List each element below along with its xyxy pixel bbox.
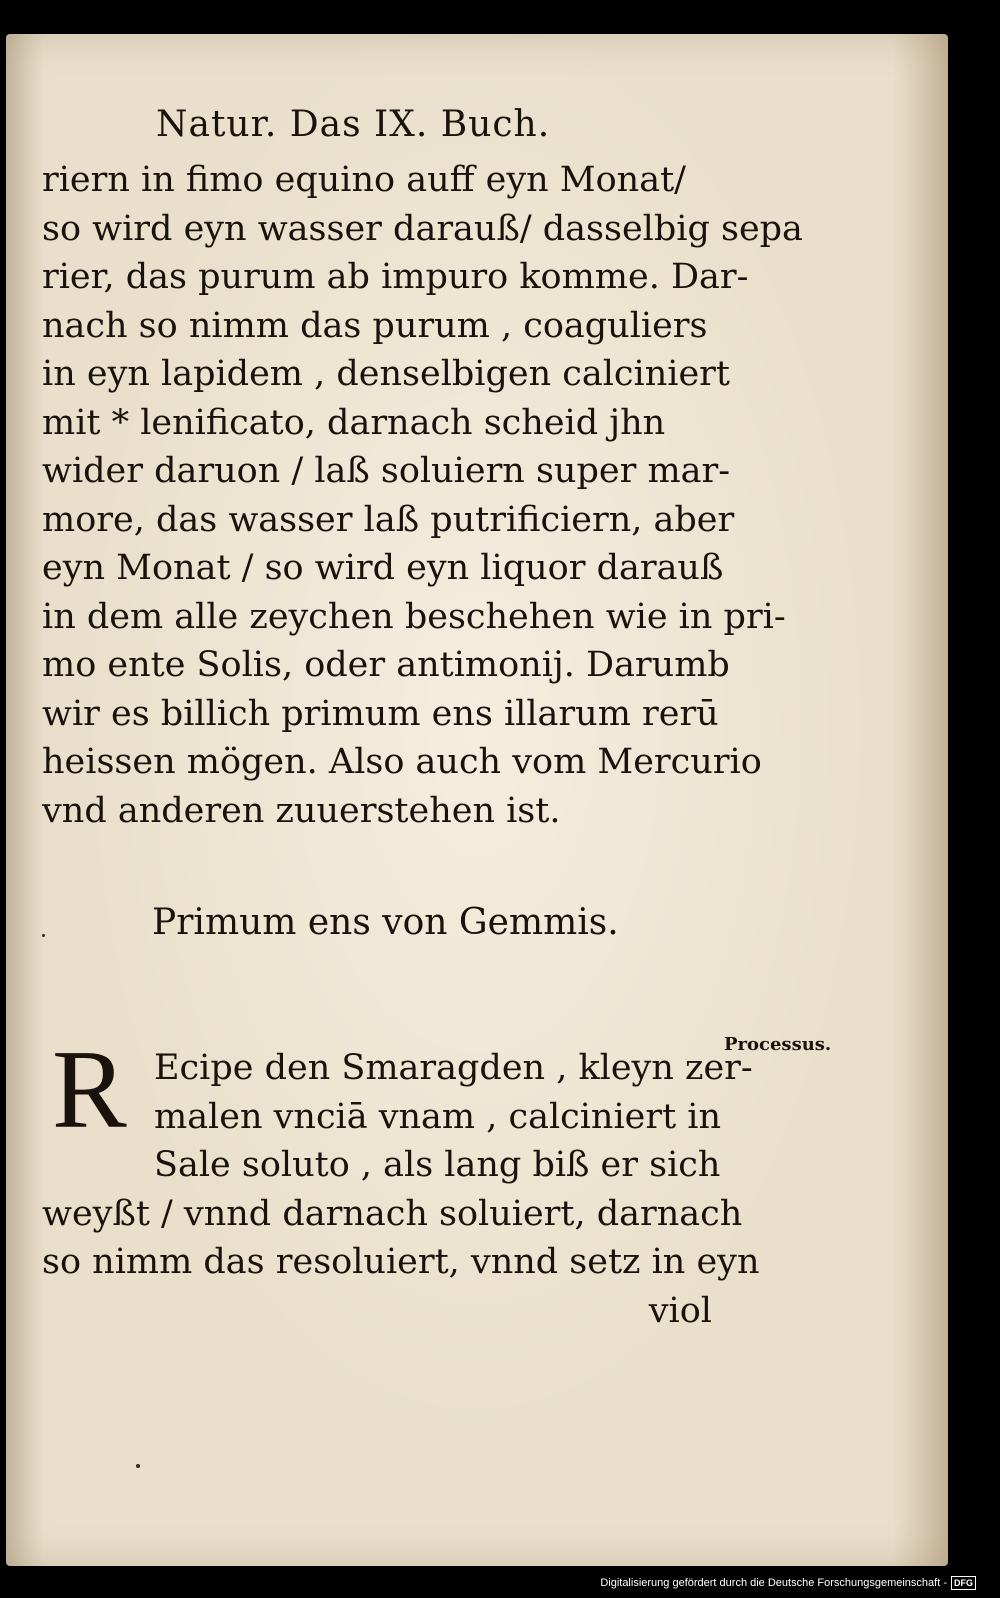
- text-line: in dem alle zeychen beschehen wie in pri-: [42, 596, 786, 637]
- text-line: eyn Monat / so wird eyn liquor darauß: [42, 548, 724, 588]
- drop-capital: R: [52, 1028, 127, 1152]
- text-line: wider daruon / laß soluiern super mar-: [42, 451, 731, 491]
- dfg-logo: DFG: [951, 1576, 976, 1590]
- ink-speck: [42, 934, 45, 937]
- text-line: in eyn lapidem , denselbigen calciniert: [42, 354, 730, 394]
- text-line: weyßt / vnnd darnach soluiert, darnach: [42, 1193, 743, 1234]
- text-line: vnd anderen zuuerstehen ist.: [42, 790, 561, 831]
- marginal-note: Processus.: [724, 1034, 832, 1055]
- text-line: mit * lenificato, darnach scheid jhn: [42, 402, 666, 443]
- book-page: [6, 34, 948, 1566]
- text-line: Ecipe den Smaragden , kleyn zer-: [154, 1048, 753, 1088]
- footer-text: Digitalisierung gefördert durch die Deutsche Forschungsgemeinschaft -: [600, 1577, 947, 1589]
- text-line: mo ente Solis, oder antimonij. Darumb: [42, 645, 730, 685]
- recipe-text: [42, 1044, 760, 1335]
- text-line: heissen mögen. Also auch vom Mercurio: [42, 742, 762, 782]
- text-line: so wird eyn wasser darauß/ dasselbig sepa: [42, 208, 803, 249]
- body-text: [42, 156, 803, 835]
- text-line: nach so nimm das purum , coaguliers: [42, 305, 708, 346]
- text-line: Sale soluto , als lang biß er sich: [154, 1145, 721, 1185]
- section-heading: Primum ens von Gemmis.: [152, 902, 619, 943]
- running-header: Natur. Das IX. Buch.: [156, 104, 551, 145]
- text-line: wir es billich primum ens illarum rerū: [42, 693, 719, 734]
- text-line: riern in fimo equino auff eyn Monat/: [42, 160, 686, 200]
- footer-credit: [600, 1572, 976, 1594]
- text-line: more, das wasser laß putrificiern, aber: [42, 499, 735, 540]
- text-line: rier, das purum ab impuro komme. Dar-: [42, 257, 749, 297]
- catchword: viol: [648, 1290, 712, 1331]
- text-line: so nimm das resoluiert, vnnd setz in eyn: [42, 1242, 760, 1282]
- text-line: malen vnciā vnam , calciniert in: [154, 1096, 722, 1137]
- ink-speck: [136, 1464, 140, 1468]
